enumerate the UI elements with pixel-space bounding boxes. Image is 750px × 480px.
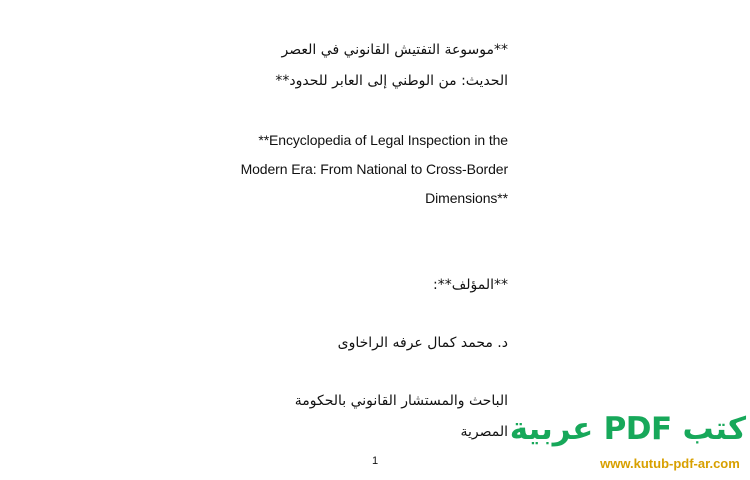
watermark-brand: كتب PDF عربية [509, 411, 746, 447]
author-role-line-1: الباحث والمستشار القانوني بالحكومة [294, 393, 508, 409]
author-name: د. محمد كمال عرفه الراخاوى [337, 335, 508, 351]
arabic-title-line-2: الحديث: من الوطني إلى العابر للحدود** [275, 73, 508, 89]
arabic-title-line-1: **موسوعة التفتيش القانوني في العصر [281, 42, 508, 58]
english-title-line-2: Modern Era: From National to Cross-Border [240, 161, 508, 177]
watermark-url: www.kutub-pdf-ar.com [600, 456, 740, 471]
page-number: 1 [372, 455, 379, 467]
watermark [509, 408, 746, 476]
author-role-line-2: المصرية [460, 424, 508, 440]
english-title-line-1: **Encyclopedia of Legal Inspection in the [258, 132, 508, 148]
author-label: **المؤلف**: [433, 277, 508, 293]
english-title-line-3: Dimensions** [425, 190, 508, 206]
